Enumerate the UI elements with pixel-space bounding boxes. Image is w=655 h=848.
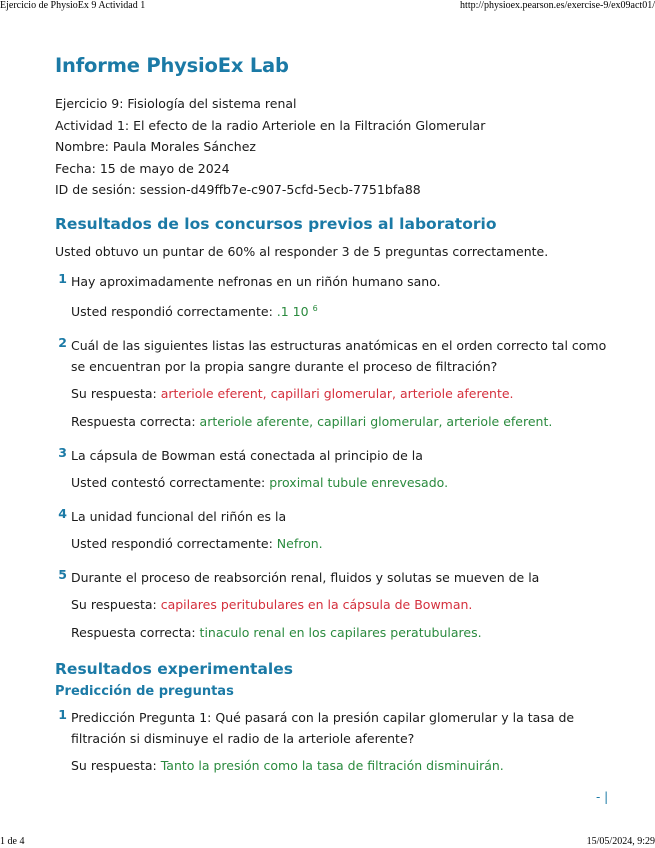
print-page-url: http://physioex.pearson.es/exercise-9/ex09act01/ [460, 0, 655, 11]
question-text: Hay aproximadamente nefronas en un riñón humano sano. [71, 273, 441, 289]
answer-line [71, 300, 615, 321]
report-content [55, 54, 615, 775]
question-number: 4 [58, 505, 67, 521]
question-number: 2 [58, 334, 67, 350]
print-page-title: Ejercicio de PhysioEx 9 Actividad 1 [0, 0, 146, 11]
correct-answer-line [71, 624, 615, 642]
correct-answer-line [71, 413, 615, 431]
prelab-question-5 [55, 567, 615, 642]
activity-line: Actividad 1: El efecto de la radio Arteriole en la Filtración Glomerular [55, 117, 486, 133]
session-id: ID de sesión: session-d49ffb7e-c907-5cfd-5ecb-7751bfa88 [55, 182, 421, 197]
question-number: 1 [58, 706, 67, 722]
question-text: La cápsula de Bowman está conectada al principio de la [71, 447, 423, 463]
report-meta [55, 93, 615, 201]
exercise-line: Ejercicio 9: Fisiología del sistema renal [55, 96, 297, 111]
prediction-question-1 [55, 707, 615, 775]
prelab-question-1 [55, 271, 615, 321]
correct-answer: arteriole aferente, capillari glomerular, arteriole eferent. [199, 413, 553, 429]
question-number: 3 [58, 444, 67, 460]
correct-answer-label: Respuesta correcta: [71, 413, 196, 429]
print-datetime: 15/05/2024, 9:29 [586, 836, 655, 847]
question-number: 5 [58, 566, 67, 582]
question-text: La unidad funcional del riñón es la [71, 508, 287, 524]
prelab-question-4 [55, 506, 615, 553]
answer-label: Usted respondió correctamente: [71, 535, 273, 551]
experimental-heading: Resultados experimentales [55, 659, 293, 678]
answer-line [71, 535, 615, 553]
prelab-question-2 [55, 335, 615, 431]
your-answer-label: Su respuesta: [71, 596, 157, 612]
superscript: 6 [312, 303, 318, 313]
report-date: Fecha: 15 de mayo de 2024 [55, 160, 230, 176]
page-marker: - | [596, 790, 609, 804]
page-count: 1 de 4 [0, 836, 25, 847]
your-answer-line [71, 596, 615, 614]
wrong-answer: capilares peritubulares en la cápsula de Bowman. [160, 596, 473, 612]
answer-label: Su respuesta: [71, 757, 157, 773]
page-title: Informe PhysioEx Lab [55, 54, 289, 77]
your-answer-label: Su respuesta: [71, 385, 157, 401]
print-footer [0, 836, 655, 848]
question-text: Cuál de las siguientes listas las estructuras anatómicas en el orden correcto tal como se encuentran por la propia sangre durante el proceso de filtración? [71, 337, 607, 374]
correct-answer: proximal tubule enrevesado. [269, 474, 449, 490]
question-text: Durante el proceso de reabsorción renal, fluidos y solutas se mueven de la [71, 569, 540, 585]
correct-answer: tinaculo renal en los capilares peratubulares. [199, 624, 482, 640]
prediction-subheading: Predicción de preguntas [55, 683, 234, 699]
print-header [0, 0, 655, 12]
answer-label: Usted respondió correctamente: [71, 303, 273, 319]
correct-answer: Nefron. [276, 535, 323, 551]
wrong-answer: arteriole eferent, capillari glomerular, arteriole aferente. [160, 385, 514, 401]
student-name: Nombre: Paula Morales Sánchez [55, 139, 256, 154]
answer-label: Usted contestó correctamente: [71, 474, 266, 490]
your-answer-line [71, 385, 615, 403]
answer-line [71, 474, 615, 492]
prediction-answer: Tanto la presión como la tasa de filtración disminuirán. [160, 757, 504, 773]
question-text: Predicción Pregunta 1: Qué pasará con la presión capilar glomerular y la tasa de filtración si disminuye el radio de la arteriole aferente? [71, 709, 575, 746]
correct-answer: .1 10 $^6$ [276, 303, 318, 319]
correct-answer-label: Respuesta correcta: [71, 624, 196, 640]
prelab-question-3 [55, 445, 615, 492]
prelab-heading: Resultados de los concursos previos al laboratorio [55, 214, 497, 233]
prelab-summary: Usted obtuvo un puntar de 60% al responder 3 de 5 preguntas correctamente. [55, 243, 549, 259]
answer-line [71, 757, 615, 775]
question-number: 1 [58, 270, 67, 286]
